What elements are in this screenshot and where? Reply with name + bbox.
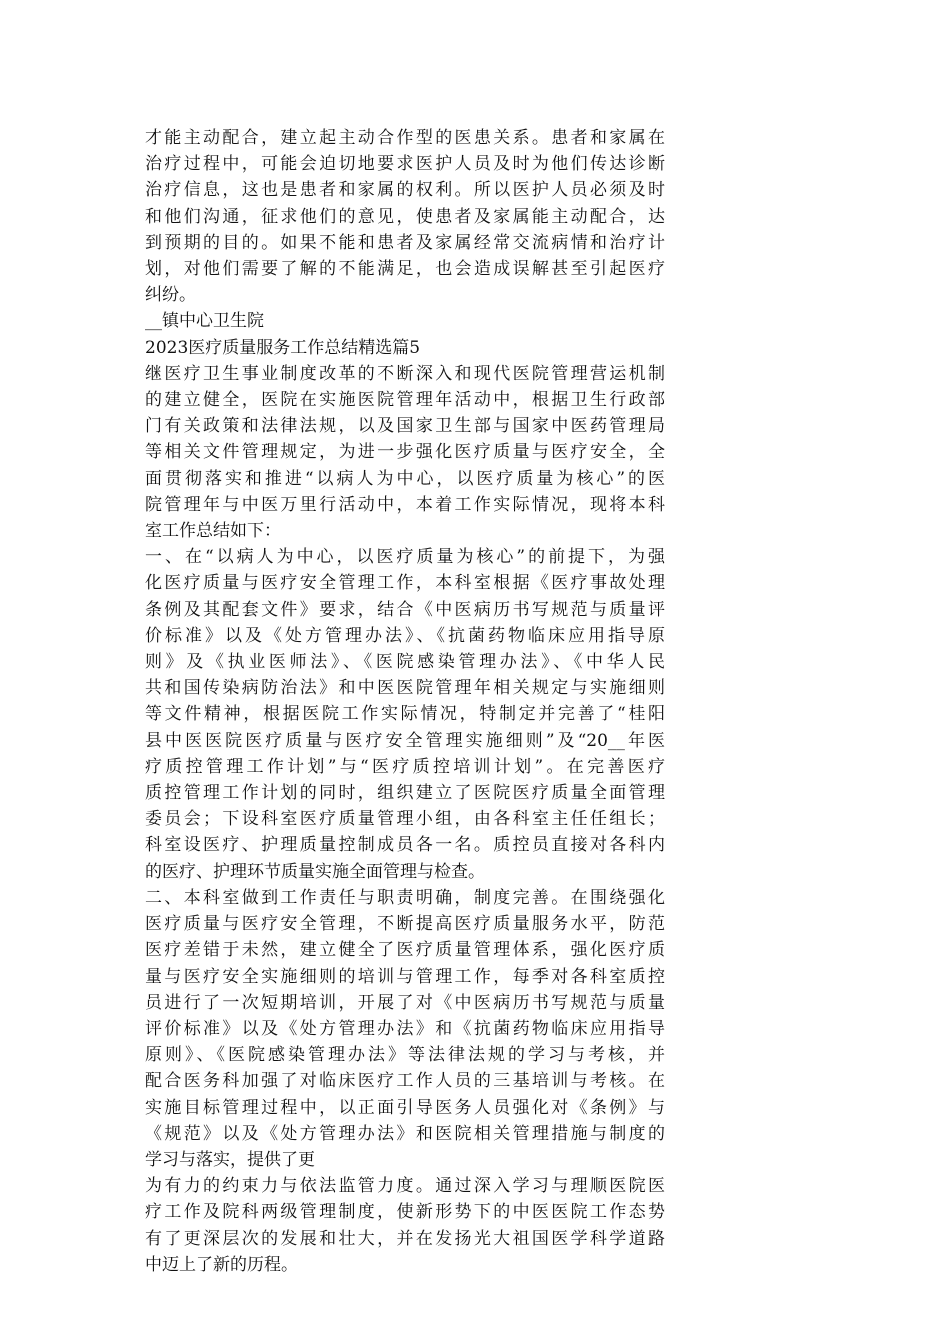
text-line: 医疗质量与医疗安全管理，不断提高医疗质量服务水平，防范 — [145, 914, 665, 935]
text-line: 科室设医疗、护理质量控制成员各一名。质控员直接对各科内 — [145, 835, 665, 856]
text-line: 到预期的目的。如果不能和患者及家属经常交流病情和治疗计 — [145, 232, 665, 253]
text-line: 学习与落实，提供了更 — [145, 1149, 315, 1170]
text-line: 继医疗卫生事业制度改革的不断深入和现代医院管理营运机制 — [145, 363, 665, 384]
text-line: 化医疗质量与医疗安全管理工作，本科室根据《医疗事故处理 — [145, 573, 665, 594]
text-line: 有了更深层次的发展和壮大，并在发扬光大祖国医学科学道路 — [145, 1228, 665, 1249]
paragraph-point-one — [145, 544, 665, 885]
text-line: 2023医疗质量服务工作总结精选篇5 — [145, 337, 421, 358]
text-line: 和他们沟通，征求他们的意见，使患者及家属能主动配合，达 — [145, 206, 665, 227]
text-line: 等文件精神，根据医院工作实际情况，特制定并完善了“桂阳 — [145, 704, 665, 725]
text-line: 《规范》以及《处方管理办法》和医院相关管理措施与制度的 — [145, 1123, 665, 1144]
text-line: 门有关政策和法律法规，以及国家卫生部与国家中医药管理局 — [145, 416, 665, 437]
signature-hospital — [145, 308, 665, 334]
text-line: 中迈上了新的历程。 — [145, 1254, 298, 1275]
text-line: 委员会；下设科室医疗质量管理小组，由各科室主任任组长； — [145, 809, 665, 830]
text-line: 共和国传染病防治法》和中医医院管理年相关规定与实施细则 — [145, 678, 665, 699]
text-line: 配合医务科加强了对临床医疗工作人员的三基培训与考核。在 — [145, 1071, 665, 1092]
text-line: 评价标准》以及《处方管理办法》和《抗菌药物临床应用指导 — [145, 1018, 665, 1039]
text-line: __镇中心卫生院 — [145, 311, 264, 332]
text-line: 条例及其配套文件》要求，结合《中医病历书写规范与质量评 — [145, 599, 665, 620]
text-line: 面贯彻落实和推进“以病人为中心，以医疗质量为核心”的医 — [145, 468, 665, 489]
text-line: 的医疗、护理环节质量实施全面管理与检查。 — [145, 861, 485, 882]
text-line: 划，对他们需要了解的不能满足，也会造成误解甚至引起医疗 — [145, 259, 665, 280]
text-line: 质控管理工作计划的同时，组织建立了医院医疗质量全面管理 — [145, 783, 665, 804]
text-line: 医疗差错于未然，建立健全了医疗质量管理体系，强化医疗质 — [145, 940, 665, 961]
text-line: 价标准》以及《处方管理办法》、《抗菌药物临床应用指导原 — [145, 625, 665, 646]
text-line: 一、在“以病人为中心，以医疗质量为核心”的前提下，为强 — [145, 547, 665, 568]
text-line: 则》及《执业医师法》、《医院感染管理办法》、《中华人民 — [145, 652, 665, 673]
text-line: 县中医医院医疗质量与医疗安全管理实施细则”及“20__年医 — [145, 730, 665, 751]
text-line: 院管理年与中医万里行活动中，本着工作实际情况，现将本科 — [145, 494, 665, 515]
text-line: 的建立健全，医院在实施医院管理年活动中，根据卫生行政部 — [145, 390, 665, 411]
document-page — [145, 125, 665, 1278]
text-line: 员进行了一次短期培训，开展了对《中医病历书写规范与质量 — [145, 992, 665, 1013]
paragraph-point-two — [145, 885, 665, 1173]
text-line: 原则》、《医院感染管理办法》等法律法规的学习与考核，并 — [145, 1045, 665, 1066]
text-line: 二、本科室做到工作责任与职责明确，制度完善。在围绕强化 — [145, 887, 665, 908]
text-line: 才能主动配合，建立起主动合作型的医患关系。患者和家属在 — [145, 128, 665, 148]
section-title — [145, 335, 665, 361]
text-line: 量与医疗安全实施细则的培训与管理工作，每季对各科室质控 — [145, 966, 665, 987]
paragraph-introduction — [145, 361, 665, 544]
text-line: 实施目标管理过程中，以正面引导医务人员强化对《条例》与 — [145, 1097, 665, 1118]
text-line: 疗工作及院科两级管理制度，使新形势下的中医医院工作态势 — [145, 1202, 665, 1223]
paragraph-conclusion — [145, 1173, 665, 1278]
text-line: 治疗过程中，可能会迫切地要求医护人员及时为他们传达诊断 — [145, 154, 665, 175]
text-line: 室工作总结如下： — [145, 521, 281, 542]
paragraph-doctor-patient-communication — [145, 125, 665, 308]
text-line: 治疗信息，这也是患者和家属的权利。所以医护人员必须及时 — [145, 180, 665, 201]
text-line: 等相关文件管理规定，为进一步强化医疗质量与医疗安全，全 — [145, 442, 665, 463]
text-line: 疗质控管理工作计划”与“医疗质控培训计划”。在完善医疗 — [145, 756, 665, 777]
text-line: 为有力的约束力与依法监管力度。通过深入学习与理顺医院医 — [145, 1176, 665, 1197]
text-line: 纠纷。 — [145, 285, 196, 306]
